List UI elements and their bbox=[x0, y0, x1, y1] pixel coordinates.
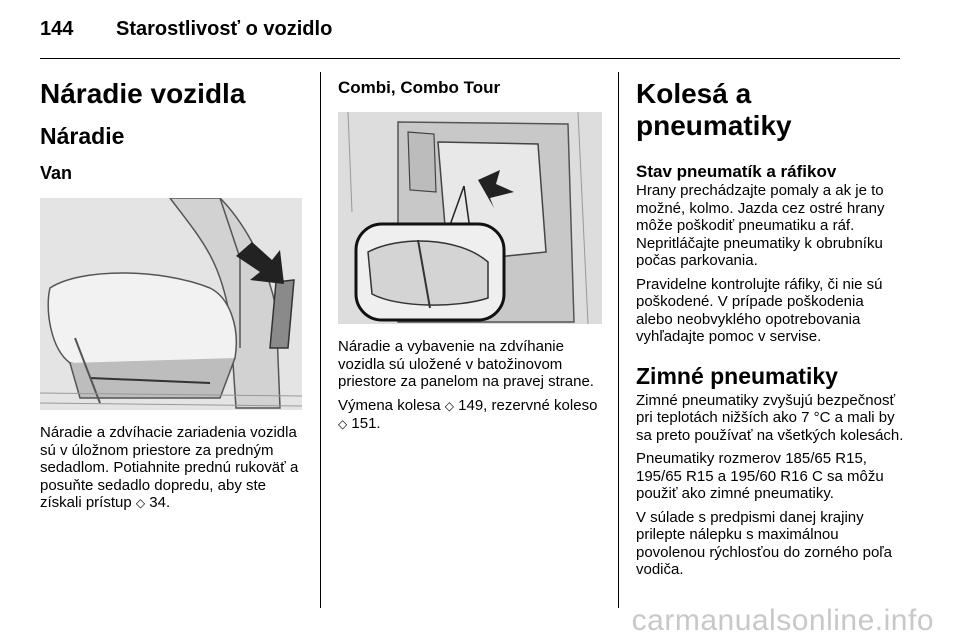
combi-tool-compartment-illustration bbox=[338, 112, 602, 324]
column-1 bbox=[40, 72, 306, 513]
body-paragraph: Hrany prechádzajte pomaly a ak je to možné, kolmo. Jazda cez ostré hrany môže poškodiť pneumatiku a ráf. Nepritláčajte pneumatiky k obrubníku počas parkovania. bbox=[636, 182, 885, 269]
body-paragraph: Náradie a vybavenie na zdvíhanie vozidla sú uložené v batožinovom priestore za panelom na pravej strane. bbox=[338, 338, 594, 390]
van-seat-illustration bbox=[40, 198, 302, 410]
body-paragraph: V súlade s predpismi danej krajiny prilepte nálepku s maximálnou povolenou rýchlosťou do zorného poľa vodiča. bbox=[636, 508, 893, 578]
subsection-heading: Zimné pneumatiky bbox=[636, 362, 838, 389]
variant-label: Combi, Combo Tour bbox=[338, 78, 501, 97]
column-divider bbox=[320, 72, 321, 608]
body-paragraph: Výmena kolesa ◇ 149, rezervné koleso ◇ 151. bbox=[338, 396, 598, 432]
page-reference-icon: ◇ bbox=[338, 417, 348, 431]
subsection-heading: Náradie bbox=[40, 123, 125, 149]
subsection-heading: Stav pneumatík a ráfikov bbox=[636, 162, 837, 181]
column-divider bbox=[618, 72, 619, 608]
body-paragraph: Zimné pneumatiky zvyšujú bezpečnosť pri teplotách nižších ako 7 °C a mali by sa preto používať na všetkých kolesách. bbox=[636, 391, 904, 444]
page-number: 144 bbox=[40, 18, 74, 40]
body-paragraph: Náradie a zdvíhacie zariadenia vozidla sú v úložnom priestore za predným sedadlom. Potiahnite prednú rukoväť a posuňte sedadlo dopredu, aby ste získali prístup ◇ 34. bbox=[40, 424, 299, 511]
variant-label: Van bbox=[40, 163, 73, 183]
header-rule bbox=[40, 58, 900, 59]
column-3 bbox=[636, 72, 904, 579]
section-heading: Kolesá a pneumatiky bbox=[636, 78, 792, 141]
body-paragraph: Pneumatiky rozmerov 185/65 R15, 195/65 R15 a 195/60 R16 C sa môžu použiť ako zimné pneumatiky. bbox=[636, 450, 884, 502]
compartment-drawing bbox=[338, 112, 602, 324]
seat-drawing bbox=[40, 198, 302, 410]
page-reference-icon: ◇ bbox=[135, 496, 146, 510]
section-heading: Náradie vozidla bbox=[40, 78, 246, 109]
column-2 bbox=[338, 72, 604, 434]
watermark: carmanualsonline.info bbox=[631, 604, 934, 637]
running-title: Starostlivosť o vozidlo bbox=[116, 18, 333, 40]
page-reference-icon: ◇ bbox=[444, 398, 454, 413]
body-paragraph: Pravidelne kontrolujte ráfiky, či nie sú poškodené. V prípade poškodenia alebo neobvyklého opotrebovania vyhľadajte pomoc v servise. bbox=[636, 275, 883, 345]
